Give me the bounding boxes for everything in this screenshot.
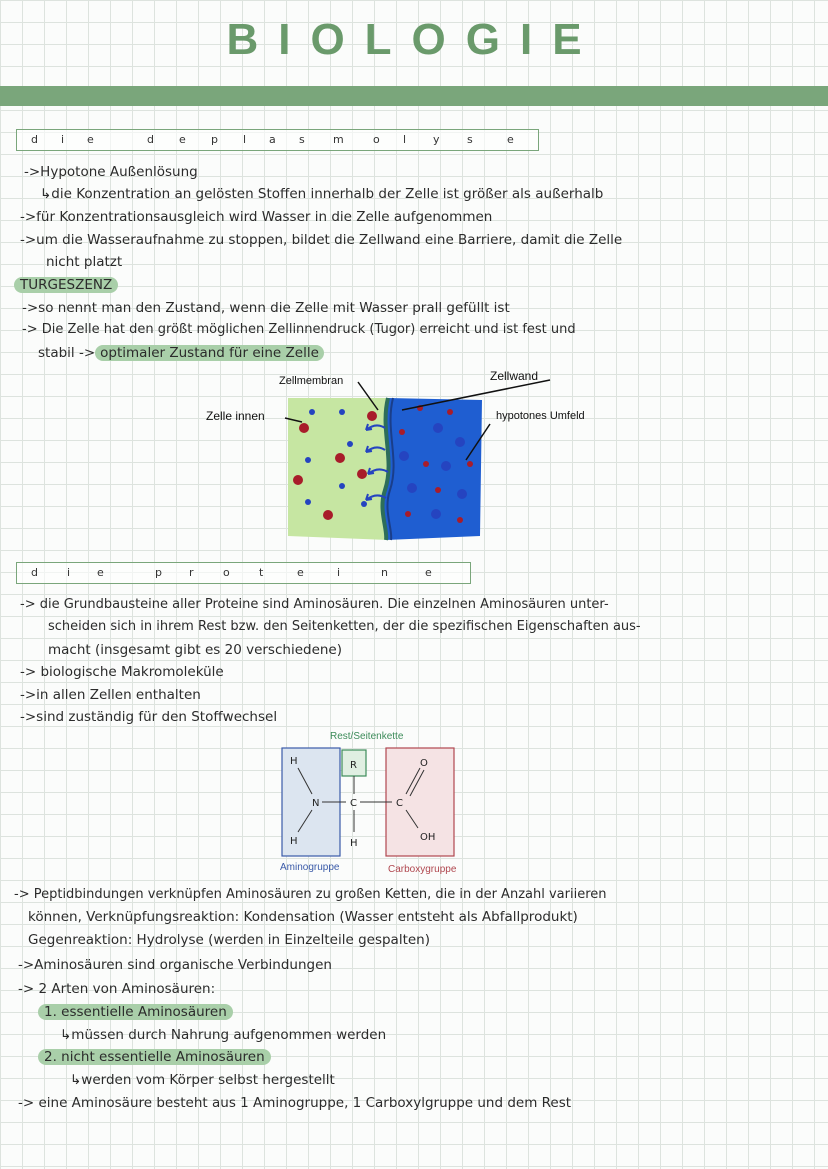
heading-letter: p (155, 566, 162, 579)
note-line: -> biologische Makromoleküle (20, 664, 224, 680)
atom-c: C (396, 798, 403, 809)
heading-letter: l (243, 133, 247, 146)
label-carboxygruppe: Carboxygruppe (388, 864, 457, 875)
atom-r: R (350, 760, 357, 771)
amino-acid-diagram (276, 744, 466, 862)
note-line: -> Die Zelle hat den größt möglichen Zellinnendruck (Tugor) erreicht und ist fest und (22, 322, 576, 337)
heading-letter: e (87, 133, 94, 146)
heading-letter: l (403, 133, 407, 146)
label-zellwand: Zellwand (490, 369, 539, 383)
note-line: -> Peptidbindungen verknüpfen Aminosäuren zu großen Ketten, die in der Anzahl variieren (14, 887, 607, 902)
note-line: -> die Grundbausteine aller Proteine sind Aminosäuren. Die einzelnen Aminosäuren unter- (20, 597, 609, 612)
note-line: ->um die Wasseraufnahme zu stoppen, bildet die Zellwand eine Barriere, damit die Zelle (20, 232, 623, 248)
amino-type-essential (38, 1003, 233, 1021)
heading-letter: i (61, 133, 65, 146)
note-line: ↳die Konzentration an gelösten Stoffen innerhalb der Zelle ist größer als außerhalb (40, 186, 604, 202)
heading-letter: s (299, 133, 305, 146)
note-line: -> eine Aminosäure besteht aus 1 Aminogruppe, 1 Carboxylgruppe und dem Rest (18, 1095, 572, 1111)
note-line: ↳werden vom Körper selbst hergestellt (70, 1072, 335, 1088)
note-line: ->für Konzentrationsausgleich wird Wasser in die Zelle aufgenommen (20, 209, 493, 225)
heading-letter: d (31, 566, 38, 579)
heading-letter: t (259, 566, 264, 579)
heading-letter: e (297, 566, 304, 579)
note-line: Gegenreaktion: Hydrolyse (werden in Einzelteile gespalten) (28, 932, 430, 948)
atom-o: O (420, 758, 428, 769)
non-essential-highlight: 2. nicht essentielle Aminosäuren (38, 1049, 271, 1065)
note-line: nicht platzt (46, 254, 123, 270)
title-band (0, 86, 828, 106)
heading-letter: i (337, 566, 341, 579)
heading-letter: s (467, 133, 473, 146)
section-heading-proteine (16, 562, 471, 584)
hypotonic-area (382, 398, 482, 540)
note-prefix: stabil -> (38, 345, 96, 361)
heading-letter: m (333, 133, 344, 146)
atom-c: C (350, 798, 357, 809)
note-line: ->Aminosäuren sind organische Verbindungen (18, 957, 332, 973)
heading-letter: i (67, 566, 71, 579)
heading-letter: o (373, 133, 380, 146)
cell-diagram (190, 360, 630, 550)
label-hypotones-umfeld: hypotones Umfeld (496, 410, 585, 422)
section-heading-plasmolyse (16, 129, 539, 151)
heading-letter: e (425, 566, 432, 579)
note-line: ->sind zuständig für den Stoffwechsel (20, 709, 278, 725)
atom-h: H (350, 838, 358, 849)
label-zellmembran: Zellmembran (279, 375, 344, 387)
label-rest-seitenkette: Rest/Seitenkette (330, 731, 404, 742)
heading-letter: d (31, 133, 38, 146)
heading-letter: e (97, 566, 104, 579)
heading-letter: n (381, 566, 388, 579)
page-title: BIOLOGIE (226, 15, 602, 64)
optimal-highlight: optimaler Zustand für eine Zelle (95, 345, 324, 361)
atom-oh: OH (420, 832, 436, 843)
heading-letter: a (269, 133, 276, 146)
heading-letter: d (147, 133, 154, 146)
heading-letter: e (179, 133, 186, 146)
note-line: macht (insgesamt gibt es 20 verschiedene) (48, 642, 343, 658)
atom-h: H (290, 836, 298, 847)
turgeszenz-highlight: TURGESZENZ (14, 277, 118, 293)
heading-letter: e (507, 133, 514, 146)
essential-highlight: 1. essentielle Aminosäuren (38, 1004, 233, 1020)
atom-n: N (312, 798, 320, 809)
note-line: ->in allen Zellen enthalten (20, 687, 201, 703)
amino-type-non-essential (38, 1048, 271, 1066)
heading-letter: o (223, 566, 230, 579)
note-line: ↳müssen durch Nahrung aufgenommen werden (60, 1027, 387, 1043)
turgeszenz-label (14, 276, 118, 294)
atom-h: H (290, 756, 298, 767)
heading-letter: p (211, 133, 218, 146)
heading-letter: r (189, 566, 194, 579)
label-zelle-innen: Zelle innen (206, 409, 265, 423)
heading-letter: y (433, 133, 440, 146)
note-line: ->so nennt man den Zustand, wenn die Zelle mit Wasser prall gefüllt ist (22, 300, 510, 316)
note-line: -> 2 Arten von Aminosäuren: (18, 981, 216, 997)
note-line: ->Hypotone Außenlösung (24, 164, 198, 180)
note-line: können, Verknüpfungsreaktion: Kondensation (Wasser entsteht als Abfallprodukt) (28, 909, 578, 925)
note-line: scheiden sich in ihrem Rest bzw. den Seitenketten, der die spezifischen Eigenschaften aus- (48, 619, 641, 634)
label-aminogruppe: Aminogruppe (280, 862, 340, 873)
